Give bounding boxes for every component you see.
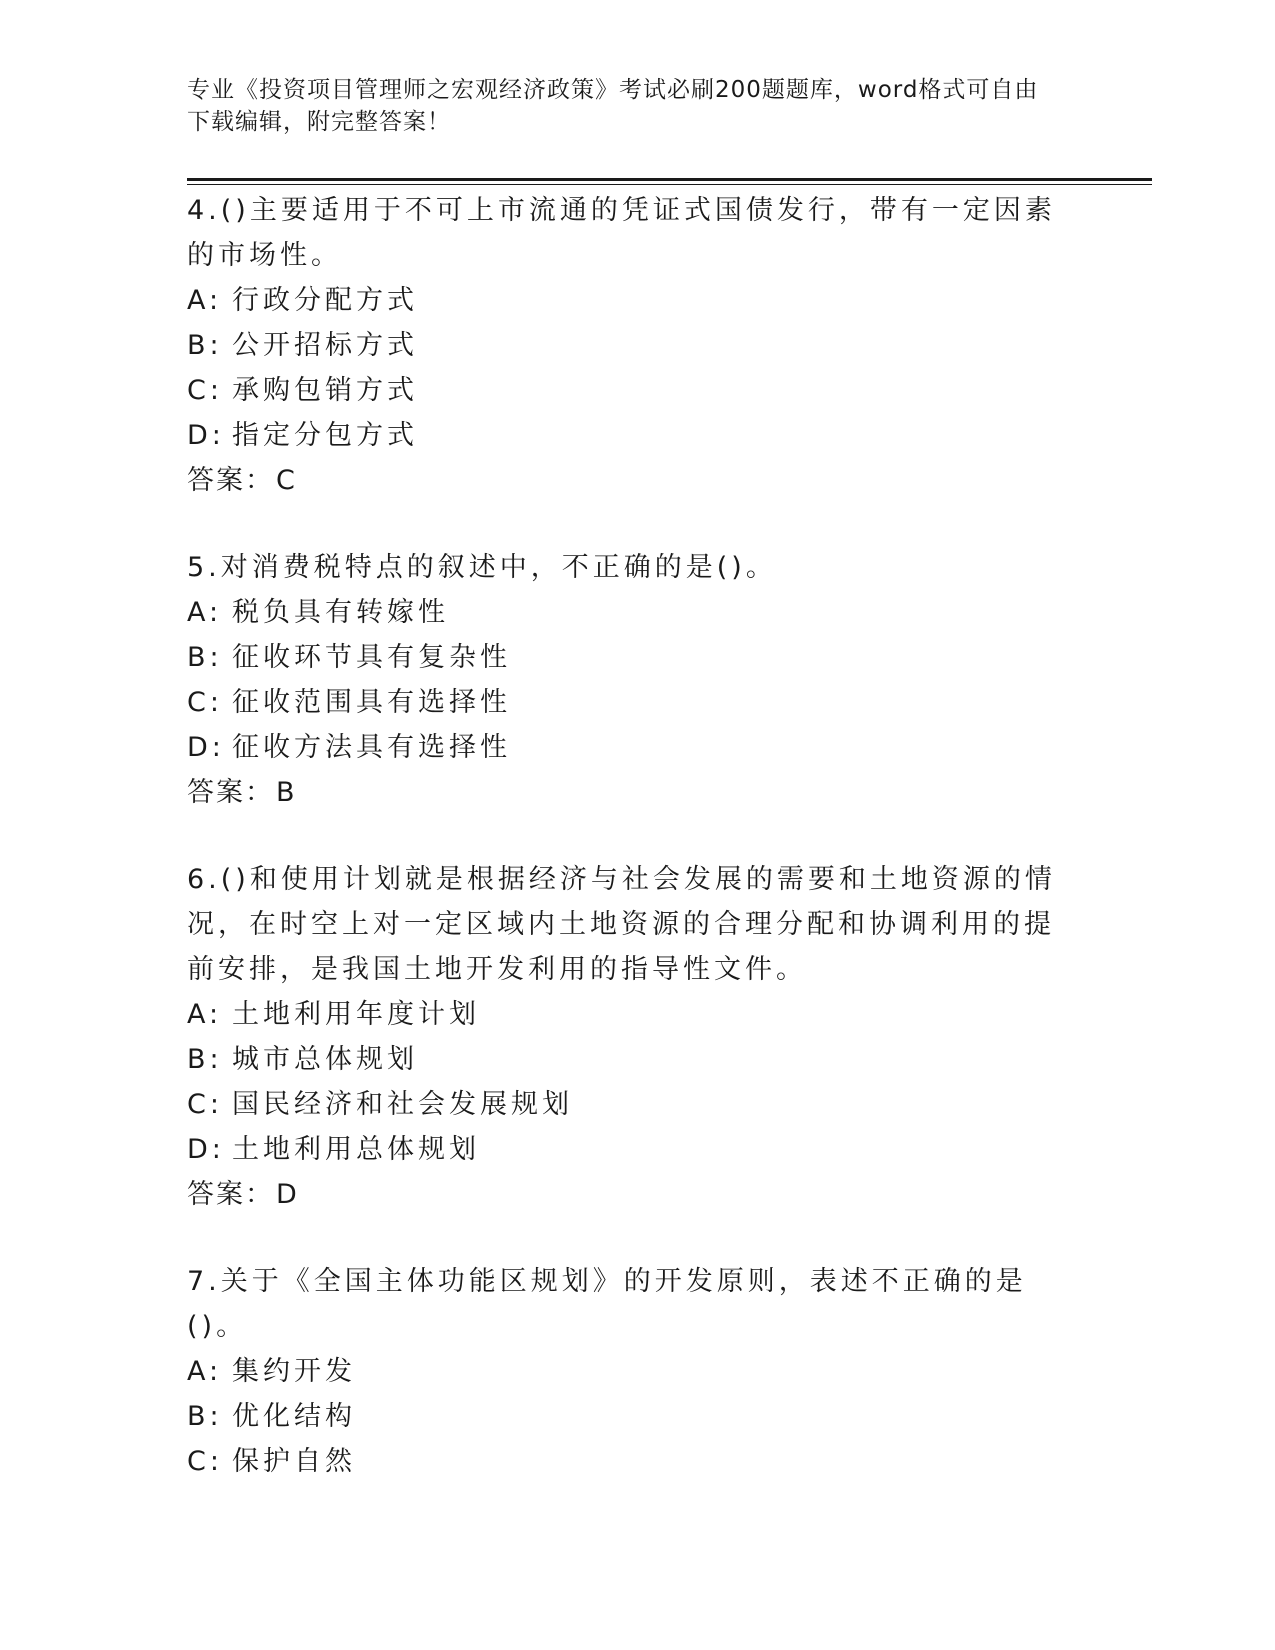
option-key: C: xyxy=(187,1089,223,1120)
answer-line xyxy=(187,458,1067,503)
option-text: 城市总体规划 xyxy=(232,1044,418,1075)
option-key: B: xyxy=(187,330,223,361)
option-b xyxy=(187,1037,1067,1082)
option-text: 指定分包方式 xyxy=(232,420,418,451)
option-text: 行政分配方式 xyxy=(232,285,418,316)
option-key: D: xyxy=(187,420,225,451)
option-c xyxy=(187,368,1067,413)
option-text: 公开招标方式 xyxy=(232,330,418,361)
question-stem: 7.关于《全国主体功能区规划》的开发原则，表述不正确的是()。 xyxy=(187,1266,1027,1342)
option-key: C: xyxy=(187,1446,223,1477)
answer-label: 答案： xyxy=(187,1179,274,1210)
option-key: C: xyxy=(187,687,223,718)
option-c xyxy=(187,680,1067,725)
option-d xyxy=(187,413,1067,458)
option-key: B: xyxy=(187,642,223,673)
option-text: 优化结构 xyxy=(232,1401,356,1432)
option-key: D: xyxy=(187,732,225,763)
header-divider-thick xyxy=(187,178,1152,181)
option-text: 国民经济和社会发展规划 xyxy=(232,1089,573,1120)
question-item xyxy=(187,857,1067,1217)
answer-value: D xyxy=(276,1179,299,1210)
option-text: 保护自然 xyxy=(232,1446,356,1477)
option-text: 征收方法具有选择性 xyxy=(232,732,511,763)
question-stem: 6.()和使用计划就是根据经济与社会发展的需要和土地资源的情况，在时空上对一定区域内土地资源的合理分配和协调利用的提前安排，是我国土地开发利用的指导性文件。 xyxy=(187,864,1056,985)
option-key: A: xyxy=(187,999,223,1030)
answer-label: 答案： xyxy=(187,465,274,496)
header-divider-thin xyxy=(187,184,1152,185)
question-list xyxy=(187,188,1067,1526)
option-key: A: xyxy=(187,1356,223,1387)
option-key: D: xyxy=(187,1134,225,1165)
option-text: 征收环节具有复杂性 xyxy=(232,642,511,673)
option-key: A: xyxy=(187,285,223,316)
option-key: B: xyxy=(187,1401,223,1432)
header-line-2: 下载编辑，附完整答案！ xyxy=(187,109,451,135)
option-text: 土地利用年度计划 xyxy=(232,999,480,1030)
option-b xyxy=(187,323,1067,368)
option-text: 税负具有转嫁性 xyxy=(232,597,449,628)
document-header xyxy=(187,74,1087,138)
option-a xyxy=(187,992,1067,1037)
answer-value: B xyxy=(276,777,297,808)
option-key: A: xyxy=(187,597,223,628)
option-d xyxy=(187,1127,1067,1172)
header-line-1: 专业《投资项目管理师之宏观经济政策》考试必刷200题题库，word格式可自由 xyxy=(187,77,1039,103)
answer-label: 答案： xyxy=(187,777,274,808)
question-item xyxy=(187,188,1067,503)
answer-line xyxy=(187,1172,1067,1217)
answer-value: C xyxy=(276,465,297,496)
option-c xyxy=(187,1082,1067,1127)
option-d xyxy=(187,725,1067,770)
option-text: 集约开发 xyxy=(232,1356,356,1387)
option-a xyxy=(187,590,1067,635)
option-text: 土地利用总体规划 xyxy=(232,1134,480,1165)
question-stem: 4.()主要适用于不可上市流通的凭证式国债发行，带有一定因素的市场性。 xyxy=(187,195,1056,271)
option-b xyxy=(187,635,1067,680)
option-text: 征收范围具有选择性 xyxy=(232,687,511,718)
question-stem: 5.对消费税特点的叙述中，不正确的是()。 xyxy=(187,552,777,583)
option-key: C: xyxy=(187,375,223,406)
option-text: 承购包销方式 xyxy=(232,375,418,406)
option-c xyxy=(187,1439,1067,1484)
option-a xyxy=(187,1349,1067,1394)
option-key: B: xyxy=(187,1044,223,1075)
answer-line xyxy=(187,770,1067,815)
question-item xyxy=(187,545,1067,815)
question-item xyxy=(187,1259,1067,1484)
option-b xyxy=(187,1394,1067,1439)
option-a xyxy=(187,278,1067,323)
